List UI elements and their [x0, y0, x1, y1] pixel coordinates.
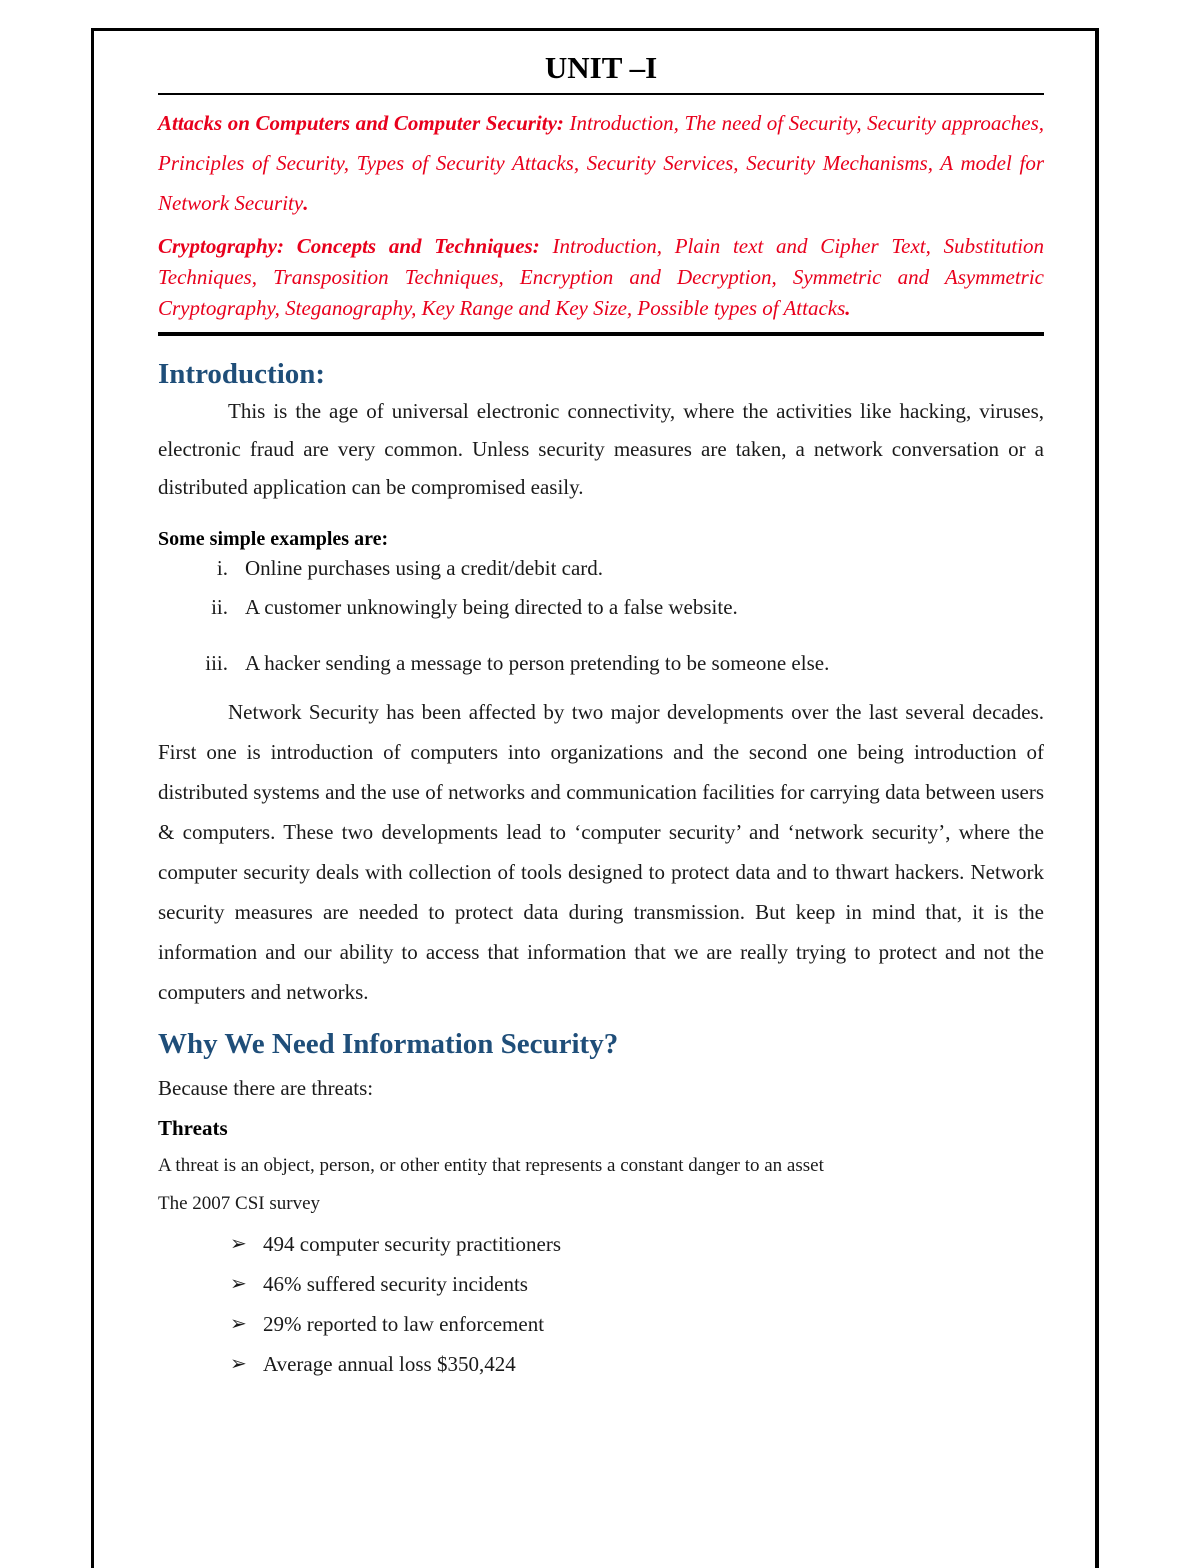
list-item-text: A hacker sending a message to person pretending to be someone else. — [245, 651, 830, 675]
list-item — [158, 1224, 1044, 1264]
list-item — [158, 1344, 1044, 1384]
syllabus-end-cryptography: . — [845, 296, 851, 320]
list-item — [158, 553, 1044, 583]
unit-title: UNIT –I — [544, 50, 658, 85]
list-item — [158, 592, 1044, 622]
arrow-bullet-icon: ➢ — [230, 1313, 247, 1335]
list-item — [158, 648, 1044, 678]
threat-definition: A threat is an object, person, or other entity that represents a constant danger to an asset — [158, 1155, 824, 1176]
syllabus-end-attacks: . — [303, 191, 309, 215]
list-item — [158, 1264, 1044, 1304]
list-item-text: A customer unknowingly being directed to a false website. — [245, 595, 738, 619]
syllabus-block-cryptography — [158, 231, 1044, 324]
list-item-number: ii. — [211, 595, 228, 619]
network-security-paragraph: Network Security has been affected by two major developments over the last several decades. First one is introduction of computers into organizations and the second one being introduction of distributed systems and the use of networks and communication facilities for carrying data between users & computers. These two developments lead to ‘computer security’ and ‘network security’, where the computer security deals with collection of tools designed to protect data and to thwart hackers. Network security measures are needed to protect data during transmission. But keep in mind that, it is the information and our ability to access that information that we are really trying to protect and not the computers and networks. — [158, 700, 1044, 1004]
threats-intro: Because there are threats: — [158, 1076, 374, 1100]
introduction-heading: Introduction: — [158, 358, 326, 390]
arrow-bullet-icon: ➢ — [230, 1233, 247, 1255]
list-item-text: 29% reported to law enforcement — [263, 1312, 545, 1336]
why-security-heading: Why We Need Information Security? — [158, 1028, 619, 1060]
list-item-number: iii. — [205, 651, 228, 675]
list-item — [158, 1304, 1044, 1344]
list-item-text: 46% suffered security incidents — [263, 1272, 528, 1296]
survey-stats-list — [158, 1224, 1044, 1384]
introduction-paragraph: This is the age of universal electronic connectivity, where the activities like hacking, viruses, electronic fraud are very common. Unless security measures are taken, a network conversation or a distributed application can be compromised easily. — [158, 399, 1044, 499]
list-item-number: i. — [216, 556, 228, 580]
title-rule — [158, 93, 1044, 95]
arrow-bullet-icon: ➢ — [230, 1273, 247, 1295]
examples-list — [158, 553, 1044, 678]
csi-survey-label: The 2007 CSI survey — [158, 1193, 321, 1214]
list-item-text: Online purchases using a credit/debit card. — [245, 556, 604, 580]
syllabus-block-attacks — [158, 103, 1044, 223]
examples-heading: Some simple examples are: — [158, 528, 389, 550]
syllabus-heading-attacks: Attacks on Computers and Computer Security: — [158, 111, 564, 135]
syllabus-heading-cryptography: Cryptography: Concepts and Techniques: — [158, 234, 540, 258]
document-page — [158, 48, 1044, 1384]
syllabus-topics-cryptography: Introduction, Plain text and Cipher Text, Substitution Techniques, Transposition Techniques, Encryption and Decryption, Symmetric and Asymmetric Cryptography, Steganography, Key Range and Key Size, Possible types of Attacks — [158, 234, 1044, 320]
list-item-text: Average annual loss $350,424 — [263, 1352, 516, 1376]
threats-heading: Threats — [158, 1116, 228, 1140]
list-item-text: 494 computer security practitioners — [263, 1232, 561, 1256]
syllabus-topics-attacks: Introduction, The need of Security, Security approaches, Principles of Security, Types of Security Attacks, Security Services, Security Mechanisms, A model for Network Security — [158, 111, 1044, 215]
syllabus-rule — [158, 332, 1044, 336]
arrow-bullet-icon: ➢ — [230, 1353, 247, 1375]
